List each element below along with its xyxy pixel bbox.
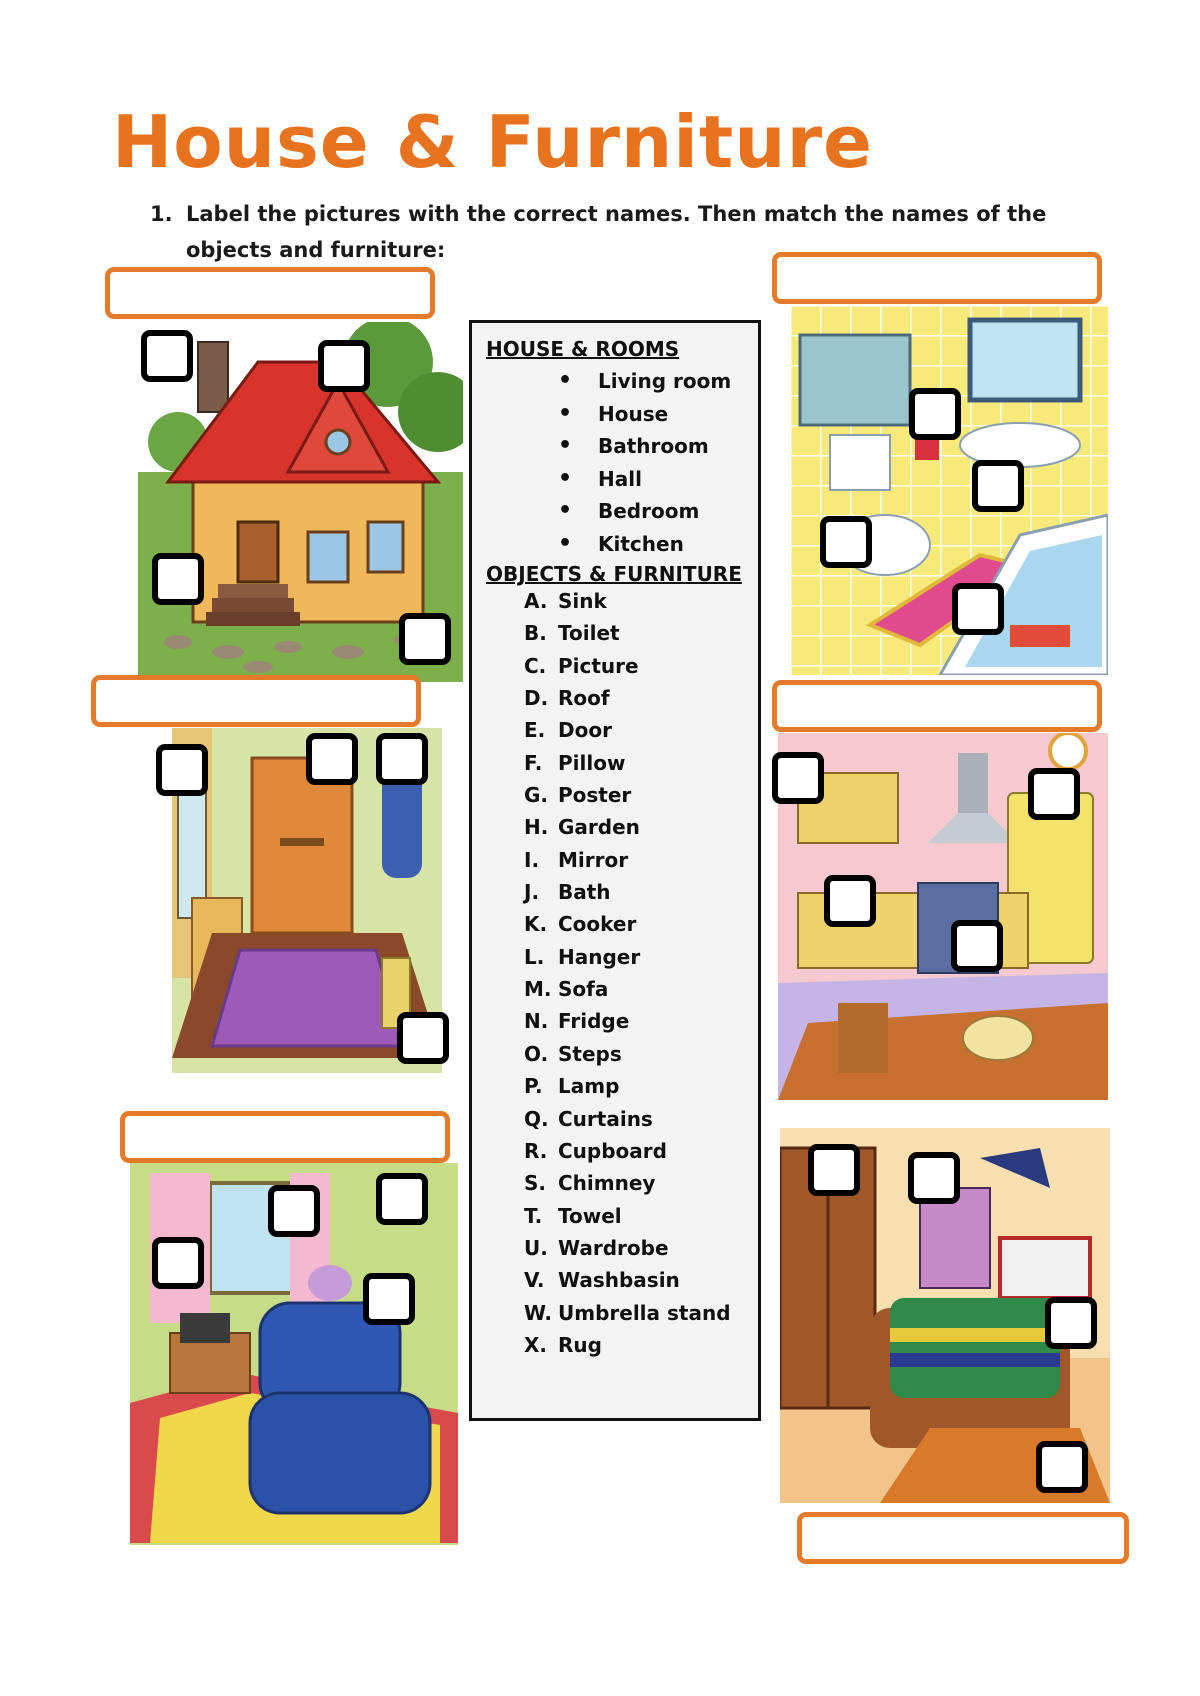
object-letter: K.	[524, 912, 548, 937]
object-item	[524, 975, 731, 1007]
object-item	[524, 716, 731, 748]
bathroom-label-field[interactable]	[772, 252, 1102, 304]
object-letter: I.	[524, 847, 540, 872]
house-answer-box-1[interactable]	[141, 330, 193, 382]
object-letter: A.	[524, 589, 548, 613]
object-name: Roof	[558, 686, 610, 711]
object-item	[524, 652, 731, 684]
bedroom-answer-box-1[interactable]	[808, 1144, 860, 1196]
bedroom-answer-box-3[interactable]	[1045, 1297, 1097, 1349]
hall-label-field[interactable]	[91, 675, 421, 727]
object-item	[524, 1169, 731, 1201]
object-item	[524, 910, 731, 942]
object-letter: H.	[524, 815, 549, 840]
object-item	[524, 1105, 731, 1137]
hall-answer-box-3[interactable]	[376, 733, 428, 785]
object-letter: T.	[524, 1203, 543, 1228]
instruction-number: 1.	[150, 202, 173, 226]
object-letter: O.	[524, 1041, 549, 1066]
hall-answer-box-2[interactable]	[306, 733, 358, 785]
living-room-answer-box-2[interactable]	[268, 1185, 320, 1237]
room-item: • Kitchen	[542, 530, 731, 563]
object-letter: J.	[524, 880, 540, 905]
object-name: Toilet	[558, 621, 620, 646]
object-letter: R.	[524, 1138, 548, 1163]
object-name: Rug	[558, 1332, 602, 1357]
object-name: Sofa	[558, 977, 609, 1002]
object-letter: N.	[524, 1009, 549, 1034]
object-item	[524, 684, 731, 716]
object-name: Bath	[558, 880, 611, 905]
object-letter: W.	[524, 1300, 553, 1325]
room-item: • House	[542, 400, 731, 433]
object-item	[524, 1072, 731, 1104]
word-bank	[469, 320, 761, 1421]
bedroom-answer-box-4[interactable]	[1036, 1441, 1088, 1493]
bathroom-answer-box-3[interactable]	[820, 516, 872, 568]
object-item	[524, 1007, 731, 1039]
hall-answer-box-1[interactable]	[156, 744, 208, 796]
object-item	[524, 846, 731, 878]
living-room-answer-box-4[interactable]	[363, 1273, 415, 1325]
house-label-field[interactable]	[105, 267, 435, 319]
room-item: • Hall	[542, 465, 731, 498]
object-item	[524, 943, 731, 975]
object-name: Chimney	[558, 1171, 656, 1196]
object-letter: Q.	[524, 1106, 549, 1131]
object-name: Sink	[558, 589, 607, 613]
object-name: Poster	[558, 783, 632, 808]
house-rooms-heading: HOUSE & ROOMS	[486, 337, 680, 361]
object-letter: S.	[524, 1171, 547, 1196]
object-name: Mirror	[558, 847, 629, 872]
object-item	[524, 813, 731, 845]
bedroom-answer-box-2[interactable]	[908, 1152, 960, 1204]
living-room-label-field[interactable]	[120, 1111, 450, 1163]
objects-furniture-list	[524, 587, 731, 1363]
object-name: Pillow	[558, 750, 626, 775]
object-item	[524, 1331, 731, 1363]
bathroom-answer-box-4[interactable]	[952, 583, 1004, 635]
object-name: Door	[558, 718, 612, 743]
object-name: Hanger	[558, 944, 641, 969]
object-item	[524, 1137, 731, 1169]
object-name: Picture	[558, 653, 639, 678]
object-letter: B.	[524, 621, 547, 646]
object-letter: V.	[524, 1268, 545, 1293]
object-letter: M.	[524, 977, 552, 1002]
bathroom-illustration	[790, 305, 1108, 675]
object-item	[524, 878, 731, 910]
object-letter: G.	[524, 783, 549, 808]
object-item	[524, 1234, 731, 1266]
object-letter: L.	[524, 944, 545, 969]
object-letter: P.	[524, 1074, 543, 1099]
object-letter: E.	[524, 718, 546, 743]
living-room-answer-box-3[interactable]	[376, 1173, 428, 1225]
object-item	[524, 619, 731, 651]
object-item	[524, 1299, 731, 1331]
object-name: Garden	[558, 815, 640, 840]
objects-furniture-heading: OBJECTS & FURNITURE	[486, 562, 742, 586]
object-item	[524, 1266, 731, 1298]
hall-answer-box-4[interactable]	[397, 1012, 449, 1064]
object-item	[524, 1040, 731, 1072]
object-letter: F.	[524, 750, 543, 775]
bedroom-label-field[interactable]	[797, 1512, 1129, 1564]
object-item	[524, 1202, 731, 1234]
room-item: • Bedroom	[542, 497, 731, 530]
object-letter: U.	[524, 1235, 548, 1260]
object-name: Cooker	[558, 912, 637, 937]
object-name: Umbrella stand	[558, 1300, 731, 1325]
object-letter: C.	[524, 653, 547, 678]
bathroom-answer-box-1[interactable]	[909, 388, 961, 440]
kitchen-answer-box-4[interactable]	[951, 920, 1003, 972]
kitchen-answer-box-1[interactable]	[772, 752, 824, 804]
kitchen-answer-box-3[interactable]	[824, 875, 876, 927]
living-room-answer-box-1[interactable]	[152, 1237, 204, 1289]
object-name: Wardrobe	[558, 1235, 669, 1260]
object-name: Washbasin	[558, 1268, 680, 1293]
object-item	[524, 587, 731, 619]
object-item	[524, 781, 731, 813]
room-item: • Living room	[542, 367, 731, 400]
house-rooms-list	[542, 367, 731, 562]
kitchen-label-field[interactable]	[772, 680, 1102, 732]
object-letter: D.	[524, 686, 549, 711]
page-title: House & Furniture	[112, 100, 873, 184]
instruction-text: Label the pictures with the correct names. Then match the names of the objects and furniture:	[186, 202, 1047, 262]
object-name: Fridge	[558, 1009, 630, 1034]
kitchen-answer-box-2[interactable]	[1028, 768, 1080, 820]
house-answer-box-4[interactable]	[399, 613, 451, 665]
house-answer-box-2[interactable]	[318, 340, 370, 392]
object-name: Lamp	[558, 1074, 620, 1099]
object-name: Steps	[558, 1041, 622, 1066]
object-name: Towel	[558, 1203, 622, 1228]
object-name: Curtains	[558, 1106, 653, 1131]
bathroom-answer-box-2[interactable]	[972, 460, 1024, 512]
object-item	[524, 749, 731, 781]
object-letter: X.	[524, 1332, 548, 1357]
house-answer-box-3[interactable]	[152, 553, 204, 605]
object-name: Cupboard	[558, 1138, 667, 1163]
room-item: • Bathroom	[542, 432, 731, 465]
